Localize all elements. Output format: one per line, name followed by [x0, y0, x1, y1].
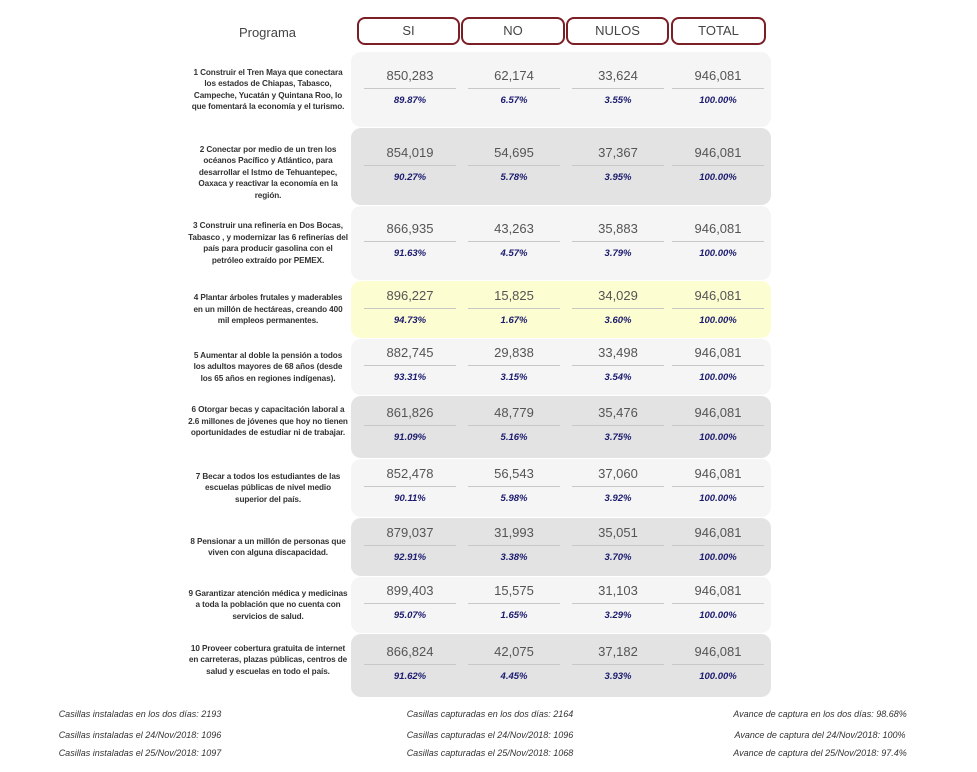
- si-percent: 91.09%: [393, 432, 427, 443]
- program-description: 1 Construir el Tren Maya que conectara los estados de Chiapas, Tabasco, Campeche, Yucatán y Quintana Roo, lo que fomentará la economía y el turismo.: [191, 67, 345, 111]
- footer-stat: Casillas capturadas el 24/Nov/2018: 1096: [406, 730, 574, 740]
- cell-no: [468, 644, 560, 682]
- footer-stat: Casillas capturadas en los dos días: 2164: [406, 709, 574, 719]
- cell-no: [468, 145, 560, 183]
- total-percent: 100.00%: [699, 94, 737, 106]
- program-description: 3 Construir una refinería en Dos Bocas, Tabasco , y modernizar las 6 refinerías del país para producir gasolina con el petróleo extraído por PEMEX.: [188, 221, 348, 265]
- cell-si: [364, 405, 456, 443]
- nulos-votes: 33,624: [572, 68, 664, 89]
- total-percent: 100.00%: [699, 248, 737, 259]
- cell-nulos: [572, 405, 664, 443]
- no-percent: 4.45%: [500, 670, 528, 682]
- total-percent: 100.00%: [699, 552, 737, 563]
- nulos-votes: 34,029: [572, 288, 664, 309]
- no-percent: 4.57%: [500, 248, 528, 259]
- table-row: [0, 518, 977, 576]
- cell-si: [364, 345, 456, 383]
- si-votes: 882,745: [364, 345, 456, 366]
- si-votes: 852,478: [364, 466, 456, 487]
- si-percent: 94.73%: [393, 314, 427, 326]
- cell-no: [468, 221, 560, 259]
- nulos-votes: 37,060: [572, 466, 664, 487]
- total-votes: 946,081: [672, 145, 764, 166]
- nulos-votes: 37,367: [572, 145, 664, 166]
- nulos-percent: 3.95%: [604, 171, 632, 183]
- si-votes: 861,826: [364, 405, 456, 426]
- footer-stat: Casillas instaladas el 24/Nov/2018: 1096: [58, 730, 222, 740]
- cell-si: [364, 583, 456, 621]
- column-header-si[interactable]: SI: [357, 17, 460, 45]
- footer-stat: Casillas instaladas el 25/Nov/2018: 1097: [58, 748, 222, 758]
- footer-stat: Casillas instaladas en los dos días: 2193: [58, 709, 222, 719]
- nulos-percent: 3.55%: [604, 94, 632, 106]
- cell-si: [364, 145, 456, 183]
- si-votes: 854,019: [364, 145, 456, 166]
- nulos-percent: 3.54%: [604, 372, 632, 383]
- no-votes: 56,543: [468, 466, 560, 487]
- cell-total: [672, 525, 764, 563]
- cell-no: [468, 466, 560, 504]
- cell-si: [364, 68, 456, 106]
- total-votes: 946,081: [672, 68, 764, 89]
- no-percent: 1.65%: [500, 610, 528, 621]
- footer-stat: Avance de captura del 24/Nov/2018: 100%: [734, 730, 906, 740]
- nulos-percent: 3.29%: [604, 610, 632, 621]
- program-description: 5 Aumentar al doble la pensión a todos los adultos mayores de 68 años (desde los 65 años en regiones indígenas).: [193, 350, 343, 383]
- total-votes: 946,081: [672, 583, 764, 604]
- nulos-percent: 3.70%: [604, 552, 632, 563]
- no-votes: 15,575: [468, 583, 560, 604]
- cell-nulos: [572, 145, 664, 183]
- total-votes: 946,081: [672, 288, 764, 309]
- cell-total: [672, 145, 764, 183]
- cell-no: [468, 405, 560, 443]
- footer-stat: Casillas capturadas el 25/Nov/2018: 1068: [406, 748, 574, 758]
- si-votes: 899,403: [364, 583, 456, 604]
- no-votes: 43,263: [468, 221, 560, 242]
- table-row: [0, 339, 977, 395]
- nulos-votes: 37,182: [572, 644, 664, 665]
- table-row: [0, 634, 977, 697]
- si-percent: 92.91%: [393, 552, 427, 563]
- table-row: [0, 281, 977, 338]
- column-header-no[interactable]: NO: [461, 17, 565, 45]
- cell-nulos: [572, 288, 664, 326]
- total-percent: 100.00%: [699, 171, 737, 183]
- total-percent: 100.00%: [699, 610, 737, 621]
- total-votes: 946,081: [672, 525, 764, 546]
- cell-nulos: [572, 345, 664, 383]
- total-percent: 100.00%: [699, 670, 737, 682]
- si-votes: 879,037: [364, 525, 456, 546]
- program-description: 6 Otorgar becas y capacitación laboral a 2.6 millones de jóvenes que hoy no tienen oportunidades de estudiar ni de trabajar.: [188, 405, 348, 437]
- program-description: 4 Plantar árboles frutales y maderables en un millón de hectáreas, creando 400 mil empleos permanentes.: [193, 293, 343, 326]
- nulos-percent: 3.75%: [604, 432, 632, 443]
- total-votes: 946,081: [672, 466, 764, 487]
- cell-nulos: [572, 525, 664, 563]
- no-votes: 31,993: [468, 525, 560, 546]
- table-row: [0, 52, 977, 127]
- cell-total: [672, 345, 764, 383]
- no-votes: 62,174: [468, 68, 560, 89]
- cell-no: [468, 288, 560, 326]
- cell-nulos: [572, 68, 664, 106]
- si-percent: 95.07%: [393, 610, 427, 621]
- no-percent: 1.67%: [500, 314, 528, 326]
- nulos-votes: 33,498: [572, 345, 664, 366]
- nulos-votes: 35,883: [572, 221, 664, 242]
- program-description: 2 Conectar por medio de un tren los océanos Pacífico y Atlántico, para desarrollar el Istmo de Tehuantepec, Oaxaca y reactivar la economía en la región.: [198, 144, 338, 200]
- column-header-nulos[interactable]: NULOS: [566, 17, 669, 45]
- nulos-votes: 35,051: [572, 525, 664, 546]
- program-description: 10 Proveer cobertura gratuita de internet en carreteras, plazas públicas, centros de salud y escuelas en todo el país.: [188, 643, 348, 676]
- cell-nulos: [572, 466, 664, 504]
- no-percent: 6.57%: [500, 94, 528, 106]
- cell-no: [468, 583, 560, 621]
- table-row: [0, 577, 977, 633]
- cell-si: [364, 221, 456, 259]
- no-percent: 5.98%: [500, 493, 528, 504]
- nulos-percent: 3.92%: [604, 493, 632, 504]
- cell-total: [672, 68, 764, 106]
- cell-nulos: [572, 583, 664, 621]
- total-votes: 946,081: [672, 405, 764, 426]
- program-description: 7 Becar a todos los estudiantes de las escuelas públicas de nivel medio superior del país.: [195, 471, 341, 504]
- si-votes: 850,283: [364, 68, 456, 89]
- total-percent: 100.00%: [699, 372, 737, 383]
- si-percent: 93.31%: [393, 372, 427, 383]
- no-percent: 3.38%: [500, 552, 528, 563]
- total-percent: 100.00%: [699, 314, 737, 326]
- cell-nulos: [572, 221, 664, 259]
- programa-header: Programa: [238, 25, 297, 40]
- si-votes: 866,824: [364, 644, 456, 665]
- cell-no: [468, 525, 560, 563]
- no-percent: 3.15%: [500, 372, 528, 383]
- nulos-votes: 35,476: [572, 405, 664, 426]
- cell-si: [364, 288, 456, 326]
- cell-total: [672, 405, 764, 443]
- no-percent: 5.16%: [500, 432, 528, 443]
- table-row: [0, 396, 977, 458]
- no-votes: 54,695: [468, 145, 560, 166]
- si-percent: 89.87%: [393, 94, 427, 106]
- total-votes: 946,081: [672, 345, 764, 366]
- program-description: 9 Garantizar atención médica y medicinas a toda la población que no cuenta con servicios de salud.: [188, 588, 348, 621]
- cell-total: [672, 466, 764, 504]
- table-row: [0, 128, 977, 205]
- cell-no: [468, 68, 560, 106]
- cell-si: [364, 525, 456, 563]
- cell-total: [672, 583, 764, 621]
- cell-si: [364, 466, 456, 504]
- no-percent: 5.78%: [500, 171, 528, 183]
- cell-no: [468, 345, 560, 383]
- footer-stat: Avance de captura del 25/Nov/2018: 97.4%: [733, 748, 907, 758]
- si-percent: 91.62%: [393, 670, 427, 682]
- footer-stat: Avance de captura en los dos días: 98.68%: [733, 709, 907, 719]
- total-percent: 100.00%: [699, 493, 737, 504]
- program-description: 8 Pensionar a un millón de personas que viven con alguna discapacidad.: [190, 536, 346, 557]
- cell-si: [364, 644, 456, 682]
- nulos-votes: 31,103: [572, 583, 664, 604]
- nulos-percent: 3.93%: [604, 670, 632, 682]
- si-percent: 91.63%: [393, 248, 427, 259]
- table-row: [0, 459, 977, 517]
- cell-total: [672, 288, 764, 326]
- cell-total: [672, 644, 764, 682]
- no-votes: 48,779: [468, 405, 560, 426]
- si-votes: 866,935: [364, 221, 456, 242]
- table-row: [0, 206, 977, 280]
- total-votes: 946,081: [672, 644, 764, 665]
- column-header-total[interactable]: TOTAL: [671, 17, 766, 45]
- cell-nulos: [572, 644, 664, 682]
- total-votes: 946,081: [672, 221, 764, 242]
- no-votes: 42,075: [468, 644, 560, 665]
- no-votes: 29,838: [468, 345, 560, 366]
- no-votes: 15,825: [468, 288, 560, 309]
- cell-total: [672, 221, 764, 259]
- nulos-percent: 3.79%: [604, 248, 632, 259]
- total-percent: 100.00%: [699, 432, 737, 443]
- si-percent: 90.11%: [394, 493, 426, 504]
- si-percent: 90.27%: [393, 171, 427, 183]
- si-votes: 896,227: [364, 288, 456, 309]
- nulos-percent: 3.60%: [604, 314, 632, 326]
